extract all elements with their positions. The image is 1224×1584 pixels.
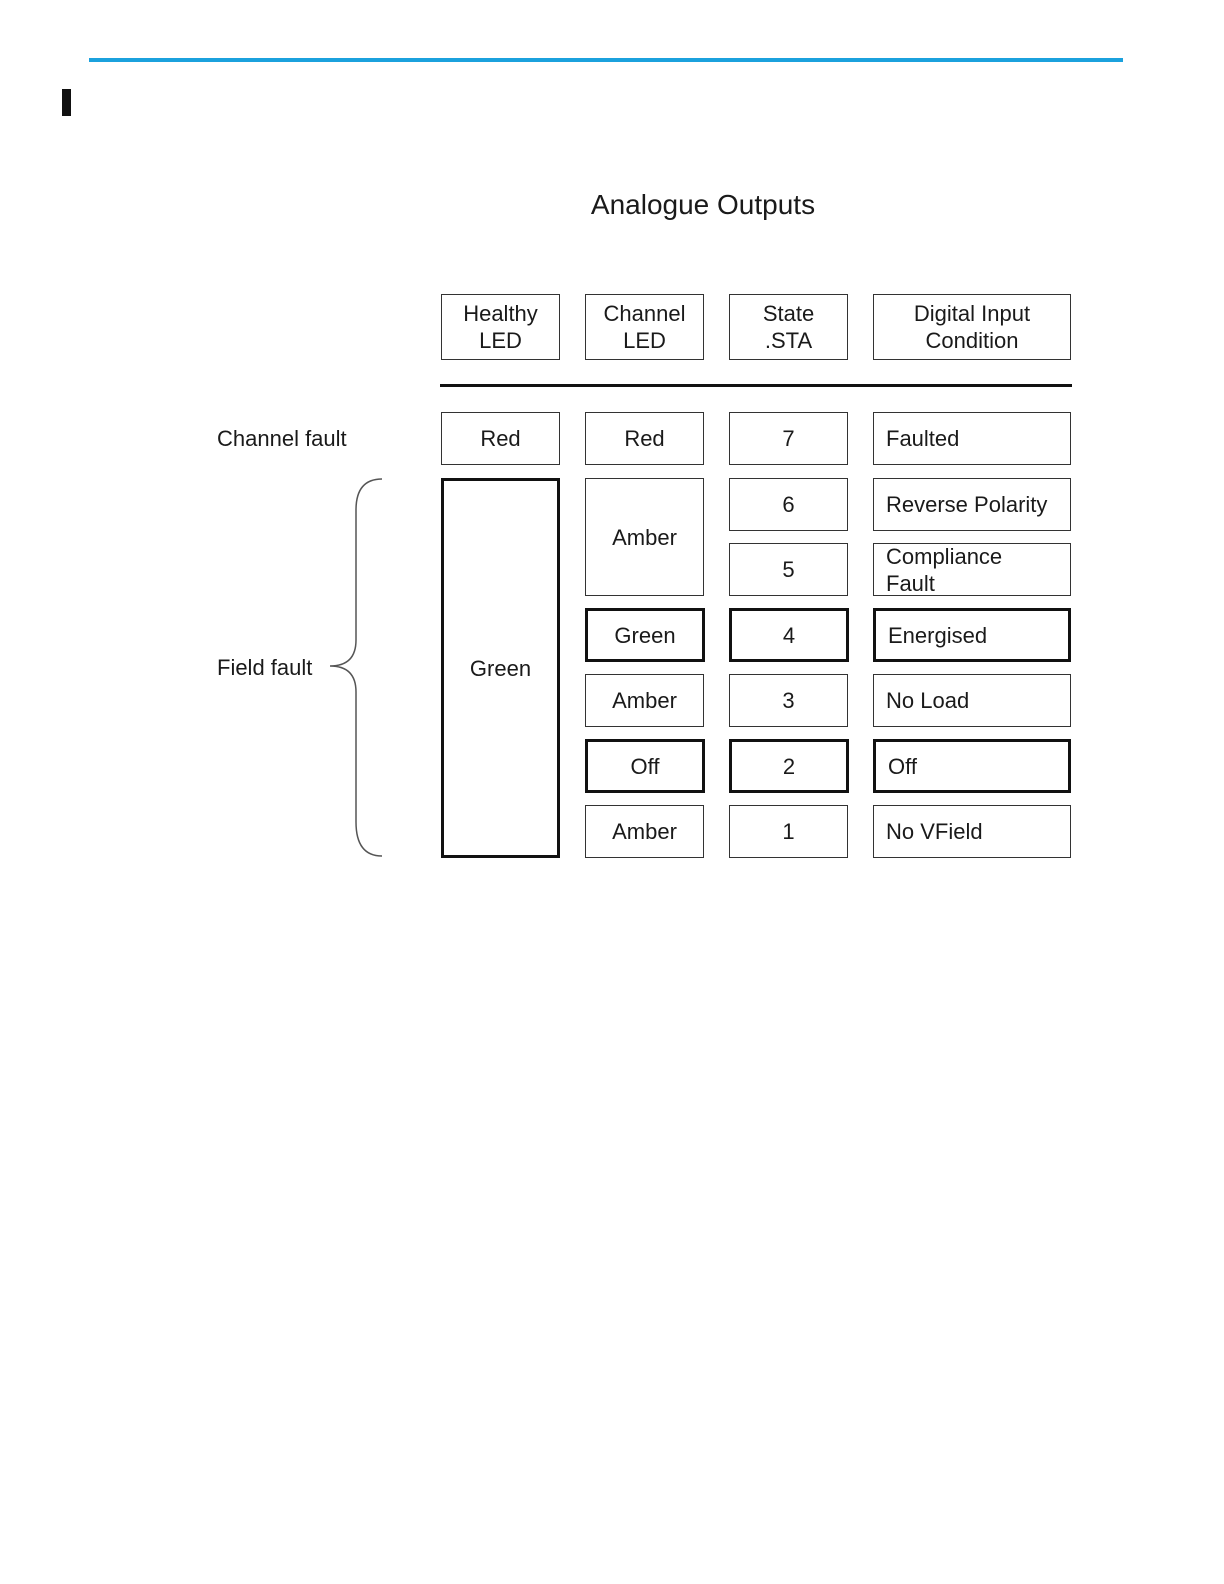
condition-value: Reverse Polarity — [873, 478, 1071, 531]
header-condition: Digital Input Condition — [873, 294, 1071, 360]
diagram-title: Analogue Outputs — [590, 189, 816, 220]
state-value: 6 — [729, 478, 848, 531]
state-value: 1 — [729, 805, 848, 858]
channel-led-amber-novfield: Amber — [585, 805, 704, 858]
condition-value: No Load — [873, 674, 1071, 727]
state-value: 7 — [729, 412, 848, 465]
field-fault-brace — [320, 470, 390, 862]
channel-led-amber-noload: Amber — [585, 674, 704, 727]
state-value: 3 — [729, 674, 848, 727]
condition-value: Off — [873, 739, 1071, 793]
channel-led-off: Off — [585, 739, 705, 793]
condition-value: Energised — [873, 608, 1071, 662]
channel-led-green: Green — [585, 608, 705, 662]
state-value: 5 — [729, 543, 848, 596]
healthy-led-red: Red — [441, 412, 560, 465]
condition-value: Compliance Fault — [873, 543, 1071, 596]
header-state-sta: State .STA — [729, 294, 848, 360]
state-value: 4 — [729, 608, 849, 662]
channel-led-amber-reverse: Amber — [585, 478, 704, 596]
change-bar — [62, 89, 71, 116]
header-healthy-led: Healthy LED — [441, 294, 560, 360]
healthy-led-green: Green — [441, 478, 560, 858]
header-divider — [440, 384, 1072, 387]
condition-value: Faulted — [873, 412, 1071, 465]
top-rule — [89, 58, 1123, 62]
label-field-fault: Field fault — [217, 655, 313, 680]
header-channel-led: Channel LED — [585, 294, 704, 360]
channel-led-red: Red — [585, 412, 704, 465]
label-channel-fault: Channel fault — [217, 426, 347, 451]
state-value: 2 — [729, 739, 849, 793]
condition-value: No VField — [873, 805, 1071, 858]
